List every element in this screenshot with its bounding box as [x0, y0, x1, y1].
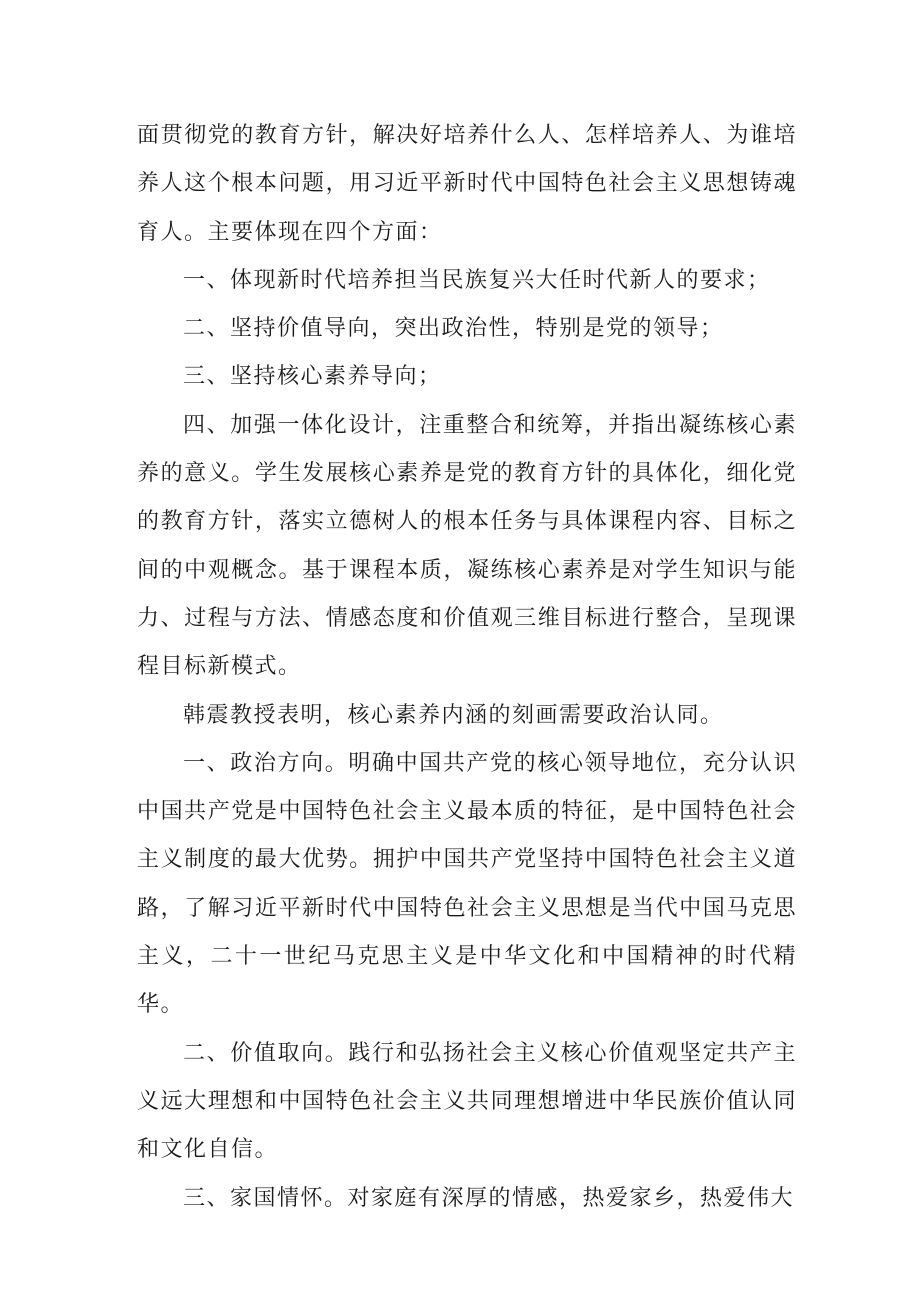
paragraph-point-one: 一、体现新时代培养担当民族复兴大任时代新人的要求；: [183, 267, 771, 293]
paragraph-continuation: 面贯彻党的教育方针，解决好培养什么人、怎样培养人、为谁培养人这个根本问题，用习近平新时代中国特色社会主义思想铸魂育人。主要体现在四个方面：: [137, 123, 797, 245]
paragraph-patriotism: 三、家国情怀。对家庭有深厚的情感，热爱家乡，热爱伟大: [183, 1185, 795, 1211]
paragraph-point-three: 三、坚持核心素养导向；: [183, 364, 442, 390]
paragraph-point-four: 四、加强一体化设计，注重整合和统筹，并指出凝练核心素养的意义。学生发展核心素养是党的教育方针的具体化，细化党的教育方针，落实立德树人的根本任务与具体课程内容、目标之间的中观概念。基于课程本质，凝练核心素养是对学生知识与能力、过程与方法、情感态度和价值观三维目标进行整合，呈现课程目标新模式。: [137, 412, 797, 680]
paragraph-political-direction: 一、政治方向。明确中国共产党的核心领导地位，充分认识中国共产党是中国特色社会主义最本质的特征，是中国特色社会主义制度的最大优势。拥护中国共产党坚持中国特色社会主义道路，了解习近平新时代中国特色社会主义思想是当代中国马克思主义，二十一世纪马克思主义是中华文化和中国精神的时代精华。: [137, 750, 797, 1018]
paragraph-value-orientation: 二、价值取向。践行和弘扬社会主义核心价值观坚定共产主义远大理想和中国特色社会主义共同理想增进中华民族价值认同和文化自信。: [137, 1040, 797, 1163]
paragraph-han-zhen-statement: 韩震教授表明，核心素养内涵的刻画需要政治认同。: [183, 702, 724, 728]
document-body: [137, 112, 797, 1223]
paragraph-point-two: 二、坚持价值导向，突出政治性，特别是党的领导；: [183, 316, 724, 342]
